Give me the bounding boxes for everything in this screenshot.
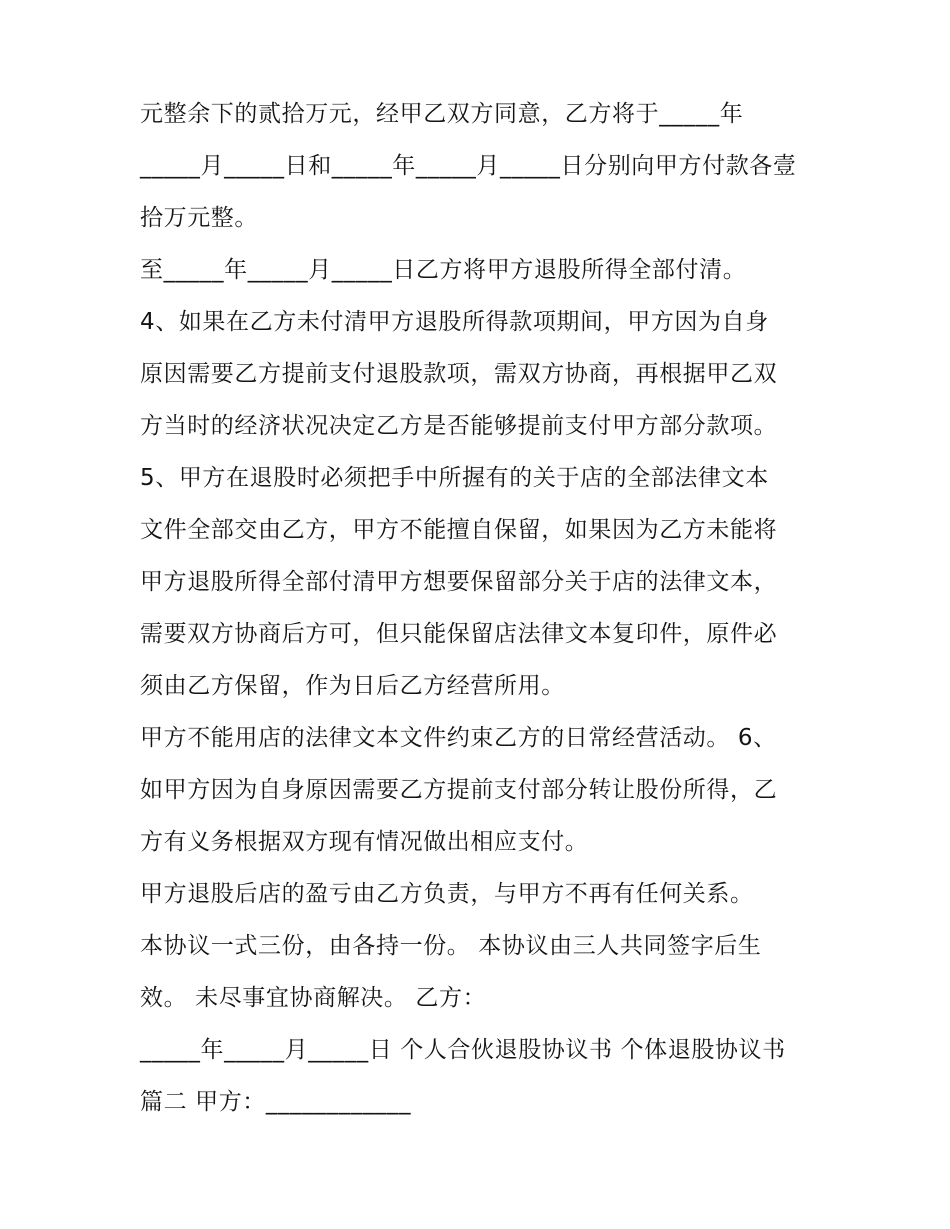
text-line: 元整余下的贰拾万元，经甲乙双方同意，乙方将于_____年 [140,101,744,127]
text-line: _____月_____日和_____年_____月_____日分别向甲方付款各壹 [140,153,797,179]
text-line: 文件全部交由乙方，甲方不能擅自保留，如果因为乙方未能将 [140,517,778,543]
text-line: 甲方退股后店的盈亏由乙方负责，与甲方不再有任何关系。 [140,881,754,907]
text-line: 本协议一式三份，由各持一份。 本协议由三人共同签字后生 [140,933,762,959]
text-line: 甲方不能用店的法律文本文件约束乙方的日常经营活动。 6、 [140,725,777,751]
text-line: 须由乙方保留，作为日后乙方经营所用。 [140,673,565,699]
text-line: 至_____年_____月_____日乙方将甲方退股所得全部付清。 [140,257,747,283]
text-line: 4、如果在乙方未付清甲方退股所得款项期间，甲方因为自身 [140,309,769,335]
text-line: _____年_____月_____日 个人合伙退股协议书 个体退股协议书 [140,1037,786,1063]
text-line: 如甲方因为自身原因需要乙方提前支付部分转让股份所得，乙 [140,777,778,803]
text-line: 甲方退股所得全部付清甲方想要保留部分关于店的法律文本， [140,569,778,595]
text-line: 原因需要乙方提前支付退股款项，需双方协商，再根据甲乙双 [140,361,778,387]
text-line: 篇二 甲方：____________ [140,1089,412,1115]
text-line: 方有义务根据双方现有情况做出相应支付。 [140,829,589,855]
text-line: 方当时的经济状况决定乙方是否能够提前支付甲方部分款项。 [140,413,778,439]
text-line: 需要双方协商后方可，但只能保留店法律文本复印件，原件必 [140,621,778,647]
text-line: 效。 未尽事宜协商解决。 乙方： [140,985,487,1011]
text-line: 拾万元整。 [140,205,258,231]
text-line: 5、甲方在退股时必须把手中所握有的关于店的全部法律文本 [140,465,769,491]
